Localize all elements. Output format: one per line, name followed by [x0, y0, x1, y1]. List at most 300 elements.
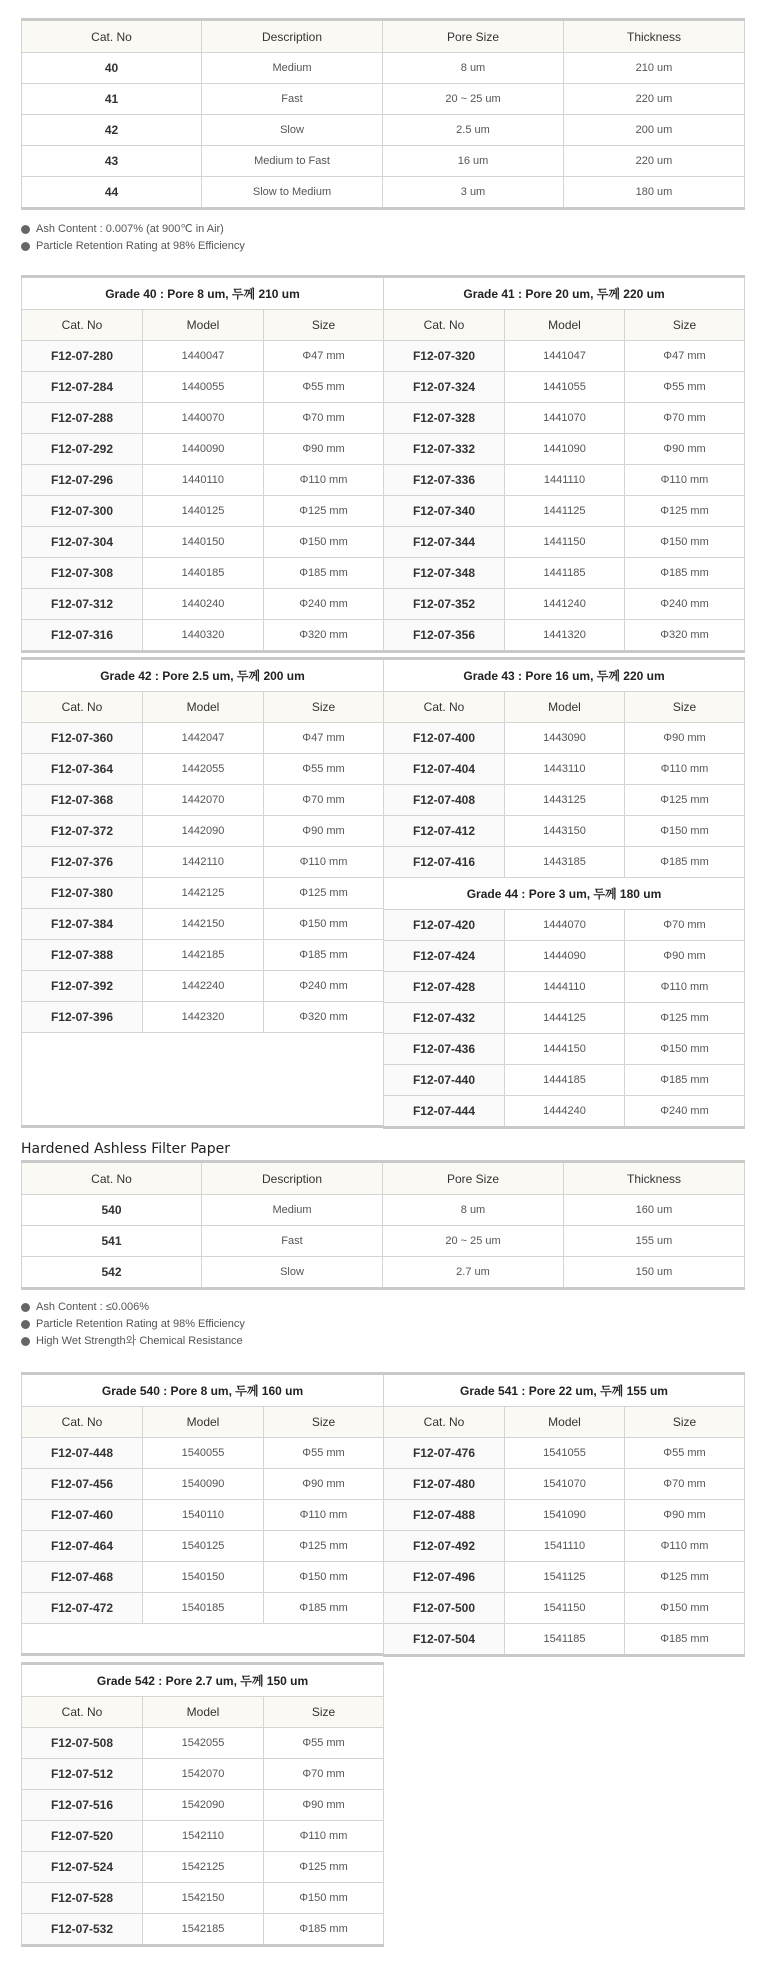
cat-no: F12-07-520	[22, 1821, 143, 1852]
header-model: Model	[143, 1407, 264, 1438]
grade-title: Grade 40 : Pore 8 um, 두께 210 um	[22, 277, 384, 310]
table-row	[384, 341, 745, 372]
table-row	[22, 434, 384, 465]
cat-no: F12-07-516	[22, 1790, 143, 1821]
empty-cell	[22, 1624, 384, 1655]
model: 1443125	[505, 785, 625, 816]
model: 1441070	[505, 403, 625, 434]
model: 1542150	[143, 1883, 264, 1914]
size: Φ185 mm	[264, 940, 384, 971]
bullet-icon	[21, 242, 30, 251]
size: Φ47 mm	[625, 341, 745, 372]
size: Φ55 mm	[625, 372, 745, 403]
table-row	[384, 372, 745, 403]
model: 1540055	[143, 1438, 264, 1469]
cat-no: F12-07-524	[22, 1852, 143, 1883]
header-size: Size	[264, 310, 384, 341]
pore-size: 16 um	[383, 146, 564, 177]
table-row	[384, 972, 745, 1003]
note-item	[21, 1316, 245, 1333]
cat-no: F12-07-448	[22, 1438, 143, 1469]
header-size: Size	[264, 1407, 384, 1438]
table-row	[384, 558, 745, 589]
cat-no: F12-07-496	[384, 1562, 505, 1593]
spec-table-1	[21, 18, 745, 210]
cat-no: F12-07-332	[384, 434, 505, 465]
description: Slow	[202, 1257, 383, 1289]
cat-no: F12-07-528	[22, 1883, 143, 1914]
cat-no: F12-07-300	[22, 496, 143, 527]
cat-no: F12-07-472	[22, 1593, 143, 1624]
pore-size: 3 um	[383, 177, 564, 209]
header-description: Description	[202, 1162, 383, 1195]
cat-no: F12-07-356	[384, 620, 505, 652]
table-row	[22, 971, 384, 1002]
table-row	[22, 940, 384, 971]
table-row	[22, 1531, 384, 1562]
size: Φ150 mm	[264, 1562, 384, 1593]
table-row	[22, 1821, 384, 1852]
cat-no: F12-07-312	[22, 589, 143, 620]
model: 1442125	[143, 878, 264, 909]
model: 1442110	[143, 847, 264, 878]
table-row	[22, 1469, 384, 1500]
spec-header-row	[22, 20, 745, 53]
spec-table-2	[21, 1160, 745, 1290]
size: Φ70 mm	[264, 403, 384, 434]
header-model: Model	[143, 310, 264, 341]
model: 1541110	[505, 1531, 625, 1562]
model: 1442150	[143, 909, 264, 940]
model: 1541055	[505, 1438, 625, 1469]
cat-no: 42	[22, 115, 202, 146]
note-text: High Wet Strength와 Chemical Resistance	[36, 1335, 243, 1347]
size: Φ70 mm	[625, 910, 745, 941]
header-cat-no: Cat. No	[384, 1407, 505, 1438]
model: 1542070	[143, 1759, 264, 1790]
grade-title: Grade 43 : Pore 16 um, 두께 220 um	[384, 659, 745, 692]
cat-no: F12-07-512	[22, 1759, 143, 1790]
model: 1440320	[143, 620, 264, 652]
model: 1443090	[505, 723, 625, 754]
table-row	[22, 1002, 384, 1033]
size: Φ110 mm	[625, 465, 745, 496]
table-row	[22, 1593, 384, 1624]
header-cat-no: Cat. No	[384, 310, 505, 341]
cat-no: F12-07-468	[22, 1562, 143, 1593]
model: 1542090	[143, 1790, 264, 1821]
cat-no: F12-07-424	[384, 941, 505, 972]
header-thickness: Thickness	[564, 1162, 745, 1195]
grade-title: Grade 44 : Pore 3 um, 두께 180 um	[384, 878, 745, 910]
size: Φ320 mm	[264, 620, 384, 652]
model: 1540110	[143, 1500, 264, 1531]
model: 1444070	[505, 910, 625, 941]
size: Φ185 mm	[625, 558, 745, 589]
note-text: Particle Retention Rating at 98% Efficiency	[36, 1318, 245, 1330]
grade-42-table	[21, 657, 384, 1128]
size: Φ320 mm	[264, 1002, 384, 1033]
cat-no: F12-07-404	[384, 754, 505, 785]
header-cat-no: Cat. No	[384, 692, 505, 723]
cat-no: F12-07-292	[22, 434, 143, 465]
table-row	[384, 589, 745, 620]
cat-no: F12-07-368	[22, 785, 143, 816]
model: 1540150	[143, 1562, 264, 1593]
bullet-icon	[21, 1337, 30, 1346]
size: Φ55 mm	[625, 1438, 745, 1469]
bullet-icon	[21, 1303, 30, 1312]
grade-540-table	[21, 1372, 384, 1656]
spec-header-row	[22, 1162, 745, 1195]
cat-no: 540	[22, 1195, 202, 1226]
cat-no: F12-07-480	[384, 1469, 505, 1500]
section-title: Hardened Ashless Filter Paper	[21, 1141, 230, 1157]
table-row	[384, 1065, 745, 1096]
cat-no: F12-07-416	[384, 847, 505, 878]
header-description: Description	[202, 20, 383, 53]
table-row	[22, 620, 384, 652]
note-text: Particle Retention Rating at 98% Efficiency	[36, 240, 245, 252]
header-cat-no: Cat. No	[22, 692, 143, 723]
cat-no: F12-07-532	[22, 1914, 143, 1946]
model: 1443110	[505, 754, 625, 785]
size: Φ55 mm	[264, 1728, 384, 1759]
size: Φ110 mm	[625, 1531, 745, 1562]
table-row	[22, 465, 384, 496]
thickness: 155 um	[564, 1226, 745, 1257]
table-row	[22, 878, 384, 909]
cat-no: F12-07-444	[384, 1096, 505, 1128]
model: 1440055	[143, 372, 264, 403]
cat-no: 541	[22, 1226, 202, 1257]
cat-no: F12-07-456	[22, 1469, 143, 1500]
model: 1440090	[143, 434, 264, 465]
pore-size: 8 um	[383, 1195, 564, 1226]
model: 1541070	[505, 1469, 625, 1500]
header-cat-no: Cat. No	[22, 310, 143, 341]
cat-no: F12-07-508	[22, 1728, 143, 1759]
note-text: Ash Content : ≤0.006%	[36, 1301, 150, 1313]
table-row	[384, 1438, 745, 1469]
size: Φ90 mm	[264, 1790, 384, 1821]
model: 1441150	[505, 527, 625, 558]
cat-no: F12-07-340	[384, 496, 505, 527]
table-row	[22, 1852, 384, 1883]
model: 1441047	[505, 341, 625, 372]
grade-title: Grade 542 : Pore 2.7 um, 두께 150 um	[22, 1664, 384, 1697]
size: Φ90 mm	[625, 1500, 745, 1531]
size: Φ110 mm	[264, 1821, 384, 1852]
table-row	[384, 620, 745, 652]
grade-41-table	[383, 275, 745, 653]
size: Φ125 mm	[625, 496, 745, 527]
header-model: Model	[505, 310, 625, 341]
pore-size: 2.7 um	[383, 1257, 564, 1289]
size: Φ240 mm	[264, 589, 384, 620]
cat-no: F12-07-380	[22, 878, 143, 909]
notes-1	[21, 221, 245, 255]
thickness: 180 um	[564, 177, 745, 209]
table-row	[384, 754, 745, 785]
size: Φ47 mm	[264, 723, 384, 754]
grade-title: Grade 42 : Pore 2.5 um, 두께 200 um	[22, 659, 384, 692]
model: 1442055	[143, 754, 264, 785]
size: Φ90 mm	[264, 434, 384, 465]
size: Φ90 mm	[625, 434, 745, 465]
header-size: Size	[264, 692, 384, 723]
description: Fast	[202, 84, 383, 115]
cat-no: F12-07-336	[384, 465, 505, 496]
cat-no: 44	[22, 177, 202, 209]
header-model: Model	[143, 692, 264, 723]
model: 1442240	[143, 971, 264, 1002]
cat-no: 43	[22, 146, 202, 177]
table-row	[22, 372, 384, 403]
size: Φ185 mm	[625, 1624, 745, 1656]
model: 1440110	[143, 465, 264, 496]
cat-no: F12-07-420	[384, 910, 505, 941]
size: Φ150 mm	[625, 527, 745, 558]
table-row	[22, 1914, 384, 1946]
grade-43-44-table	[383, 657, 745, 1129]
cat-no: F12-07-412	[384, 816, 505, 847]
cat-no: F12-07-376	[22, 847, 143, 878]
table-row	[22, 527, 384, 558]
table-row	[384, 785, 745, 816]
description: Slow to Medium	[202, 177, 383, 209]
header-model: Model	[505, 1407, 625, 1438]
cat-no: F12-07-436	[384, 1034, 505, 1065]
cat-no: F12-07-460	[22, 1500, 143, 1531]
note-text: Ash Content : 0.007% (at 900℃ in Air)	[36, 223, 224, 235]
cat-no: 542	[22, 1257, 202, 1289]
cat-no: 41	[22, 84, 202, 115]
table-row	[22, 1438, 384, 1469]
table-row	[384, 910, 745, 941]
description: Medium	[202, 53, 383, 84]
size: Φ320 mm	[625, 620, 745, 652]
header-size: Size	[625, 692, 745, 723]
note-item	[21, 1333, 245, 1350]
header-cat-no: Cat. No	[22, 20, 202, 53]
cat-no: F12-07-280	[22, 341, 143, 372]
size: Φ90 mm	[625, 941, 745, 972]
size: Φ185 mm	[264, 1914, 384, 1946]
header-size: Size	[264, 1697, 384, 1728]
table-row	[384, 1034, 745, 1065]
model: 1441125	[505, 496, 625, 527]
size: Φ185 mm	[625, 1065, 745, 1096]
cat-no: F12-07-372	[22, 816, 143, 847]
model: 1444185	[505, 1065, 625, 1096]
size: Φ125 mm	[264, 878, 384, 909]
note-item	[21, 238, 245, 255]
header-thickness: Thickness	[564, 20, 745, 53]
thickness: 220 um	[564, 146, 745, 177]
table-row	[22, 403, 384, 434]
pore-size: 2.5 um	[383, 115, 564, 146]
size: Φ90 mm	[264, 816, 384, 847]
size: Φ55 mm	[264, 754, 384, 785]
thickness: 210 um	[564, 53, 745, 84]
table-row	[22, 84, 745, 115]
size: Φ70 mm	[264, 785, 384, 816]
table-row	[384, 1593, 745, 1624]
table-row	[22, 1226, 745, 1257]
table-row	[384, 1562, 745, 1593]
table-row	[384, 1531, 745, 1562]
pore-size: 20 ~ 25 um	[383, 1226, 564, 1257]
model: 1440047	[143, 341, 264, 372]
pore-size: 8 um	[383, 53, 564, 84]
model: 1441185	[505, 558, 625, 589]
size: Φ90 mm	[625, 723, 745, 754]
table-row	[22, 589, 384, 620]
model: 1442047	[143, 723, 264, 754]
cat-no: F12-07-324	[384, 372, 505, 403]
description: Medium to Fast	[202, 146, 383, 177]
table-row	[22, 909, 384, 940]
thickness: 200 um	[564, 115, 745, 146]
note-item	[21, 1299, 245, 1316]
table-row	[384, 816, 745, 847]
table-row	[384, 1469, 745, 1500]
size: Φ55 mm	[264, 1438, 384, 1469]
size: Φ185 mm	[264, 558, 384, 589]
header-pore-size: Pore Size	[383, 20, 564, 53]
model: 1444150	[505, 1034, 625, 1065]
size: Φ185 mm	[264, 1593, 384, 1624]
model: 1442320	[143, 1002, 264, 1033]
table-row	[384, 1624, 745, 1656]
model: 1444110	[505, 972, 625, 1003]
cat-no: F12-07-308	[22, 558, 143, 589]
size: Φ110 mm	[264, 465, 384, 496]
table-row	[22, 1790, 384, 1821]
model: 1444090	[505, 941, 625, 972]
table-row	[22, 341, 384, 372]
cat-no: F12-07-488	[384, 1500, 505, 1531]
cat-no: F12-07-320	[384, 341, 505, 372]
model: 1441055	[505, 372, 625, 403]
model: 1540090	[143, 1469, 264, 1500]
size: Φ150 mm	[625, 1593, 745, 1624]
cat-no: F12-07-392	[22, 971, 143, 1002]
table-row	[384, 723, 745, 754]
bullet-icon	[21, 225, 30, 234]
size: Φ70 mm	[625, 403, 745, 434]
model: 1440185	[143, 558, 264, 589]
cat-no: F12-07-388	[22, 940, 143, 971]
table-row	[22, 1500, 384, 1531]
thickness: 220 um	[564, 84, 745, 115]
size: Φ125 mm	[264, 496, 384, 527]
model: 1444125	[505, 1003, 625, 1034]
model: 1541090	[505, 1500, 625, 1531]
cat-no: F12-07-328	[384, 403, 505, 434]
header-pore-size: Pore Size	[383, 1162, 564, 1195]
size: Φ110 mm	[264, 847, 384, 878]
size: Φ240 mm	[625, 589, 745, 620]
header-cat-no: Cat. No	[22, 1697, 143, 1728]
table-row	[22, 723, 384, 754]
model: 1440150	[143, 527, 264, 558]
description: Medium	[202, 1195, 383, 1226]
table-row	[22, 785, 384, 816]
size: Φ125 mm	[264, 1852, 384, 1883]
table-row	[22, 1195, 745, 1226]
note-item	[21, 221, 245, 238]
table-row	[22, 177, 745, 209]
table-row	[384, 465, 745, 496]
model: 1540185	[143, 1593, 264, 1624]
size: Φ125 mm	[625, 785, 745, 816]
cat-no: F12-07-440	[384, 1065, 505, 1096]
grade-title: Grade 41 : Pore 20 um, 두께 220 um	[384, 277, 745, 310]
cat-no: F12-07-352	[384, 589, 505, 620]
model: 1441320	[505, 620, 625, 652]
cat-no: F12-07-396	[22, 1002, 143, 1033]
table-row	[384, 847, 745, 878]
bullet-icon	[21, 1320, 30, 1329]
cat-no: F12-07-500	[384, 1593, 505, 1624]
cat-no: F12-07-464	[22, 1531, 143, 1562]
size: Φ125 mm	[625, 1562, 745, 1593]
model: 1443185	[505, 847, 625, 878]
model: 1441090	[505, 434, 625, 465]
model: 1542055	[143, 1728, 264, 1759]
size: Φ240 mm	[264, 971, 384, 1002]
cat-no: F12-07-284	[22, 372, 143, 403]
size: Φ110 mm	[264, 1500, 384, 1531]
table-row	[384, 496, 745, 527]
cat-no: F12-07-408	[384, 785, 505, 816]
cat-no: 40	[22, 53, 202, 84]
model: 1541150	[505, 1593, 625, 1624]
table-row	[22, 1728, 384, 1759]
size: Φ150 mm	[264, 909, 384, 940]
model: 1443150	[505, 816, 625, 847]
table-row	[384, 941, 745, 972]
cat-no: F12-07-348	[384, 558, 505, 589]
model: 1442070	[143, 785, 264, 816]
size: Φ70 mm	[264, 1759, 384, 1790]
cat-no: F12-07-504	[384, 1624, 505, 1656]
table-row	[22, 496, 384, 527]
size: Φ110 mm	[625, 972, 745, 1003]
table-row	[22, 847, 384, 878]
table-row	[384, 1003, 745, 1034]
header-cat-no: Cat. No	[22, 1162, 202, 1195]
size: Φ150 mm	[264, 527, 384, 558]
model: 1444240	[505, 1096, 625, 1128]
model: 1442090	[143, 816, 264, 847]
size: Φ185 mm	[625, 847, 745, 878]
size: Φ150 mm	[625, 816, 745, 847]
model: 1441240	[505, 589, 625, 620]
table-row	[22, 53, 745, 84]
pore-size: 20 ~ 25 um	[383, 84, 564, 115]
cat-no: F12-07-304	[22, 527, 143, 558]
model: 1542125	[143, 1852, 264, 1883]
model: 1440070	[143, 403, 264, 434]
grade-542-table	[21, 1662, 384, 1947]
table-row	[384, 434, 745, 465]
model: 1541185	[505, 1624, 625, 1656]
cat-no: F12-07-428	[384, 972, 505, 1003]
size: Φ240 mm	[625, 1096, 745, 1128]
